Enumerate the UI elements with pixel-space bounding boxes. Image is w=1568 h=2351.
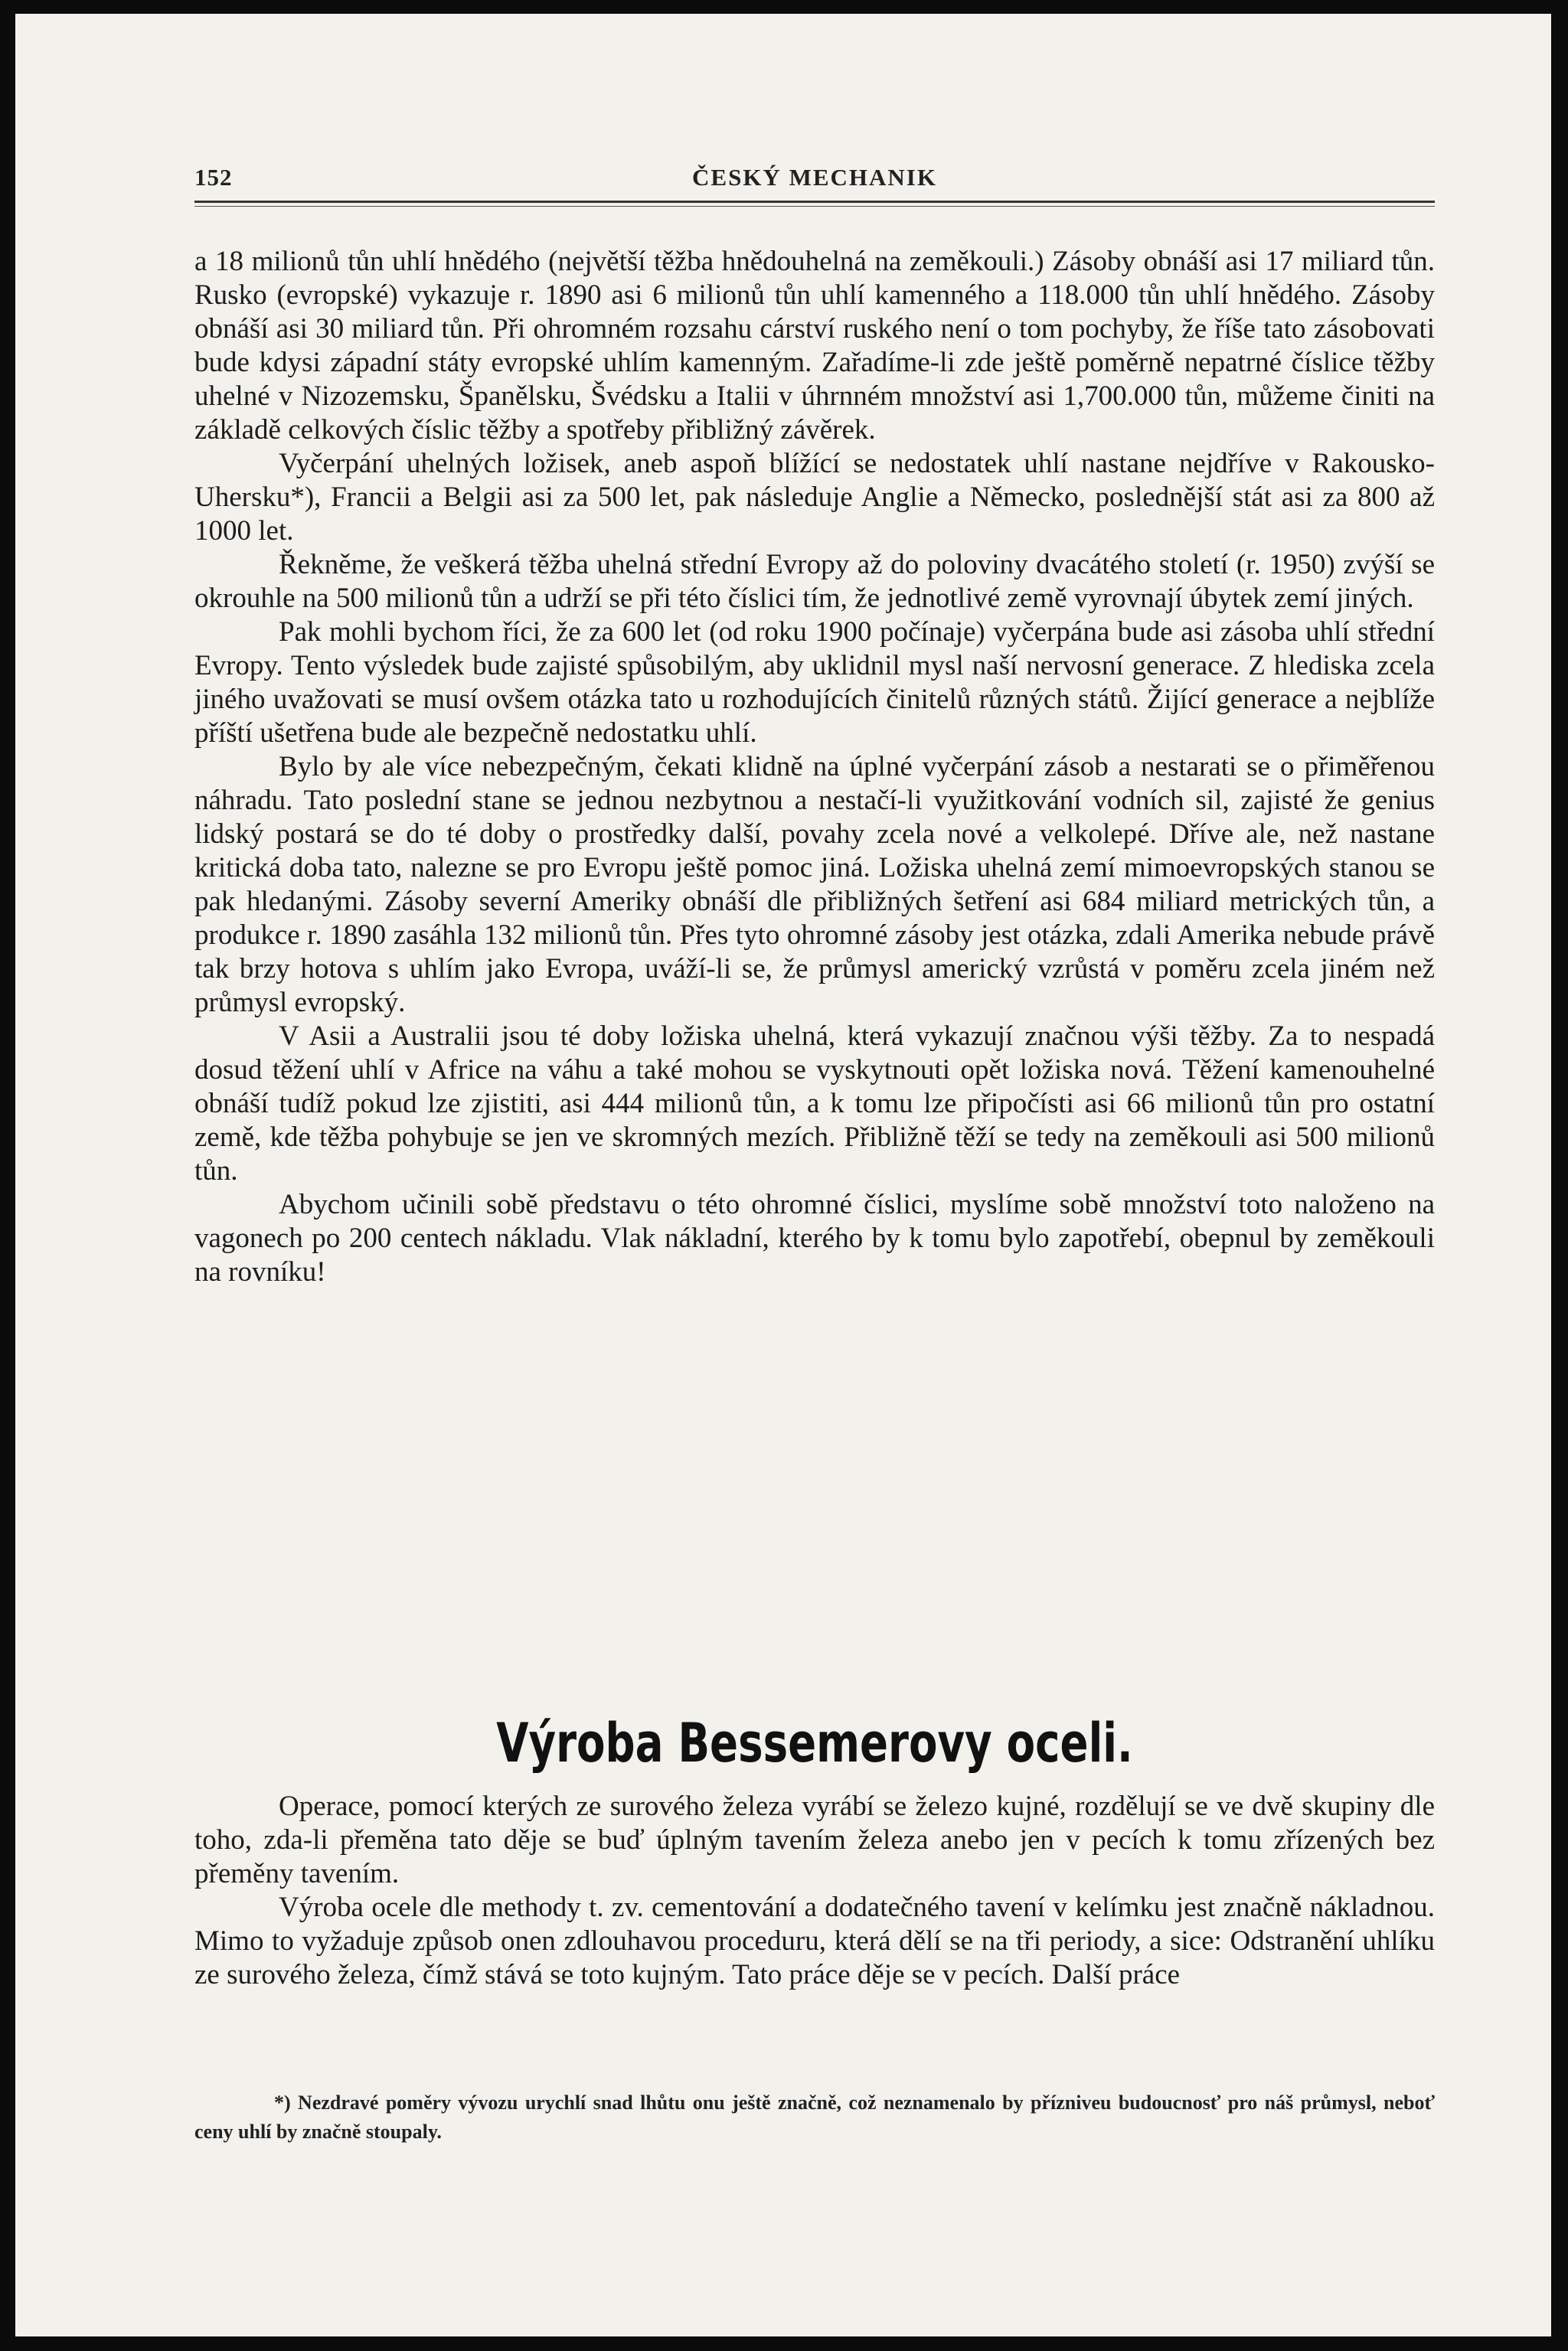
- paragraph: a 18 milionů tůn uhlí hnědého (největší těžba hnědouhelná na zeměkouli.) Zásoby obnáší asi 17 miliard tůn. Rusko (evropské) vykazuje r. 1890 asi 6 milionů tůn uhlí kamenného a 118.000 tůn uhlí hnědého. Zásoby obnáší asi 30 miliard tůn. Při ohromném rozsahu cárství ruského není o tom pochyby, že říše tato zásobovati bude kdysi západní státy evropské uhlím kamenným. Zařadíme-li zde ještě poměrně nepatrné číslice těžby uhelné v Nizozemsku, Španělsku, Švédsku a Italii v úhrnném množství asi 1,700.000 tůn, můžeme činiti na základě celkových číslic těžby a spotřeby přibližný závěrek.: [194, 246, 1435, 446]
- header-rule: [194, 201, 1435, 203]
- page-header: [194, 164, 1435, 194]
- paragraph: Řekněme, že veškerá těžba uhelná střední Evropy až do poloviny dvacátého století (r. 1950) zvýší se okrouhle na 500 milionů tůn a udrží se při této číslici tím, že jednotlivé země vyrovnají úbytek zemí jiných.: [194, 549, 1435, 614]
- paragraph: Abychom učinili sobě představu o této ohromné číslici, myslíme sobě množství toto naloženo na vagonech po 200 centech nákladu. Vlak nákladní, kterého by k tomu bylo zapotřebí, obepnul by zeměkouli na rovníku!: [194, 1189, 1435, 1288]
- paragraph: Vyčerpání uhelných ložisek, aneb aspoň blížící se nedostatek uhlí nastane nejdříve v Rakousko-Uhersku*), Francii a Belgii asi za 500 let, pak následuje Anglie a Německo, poslednější stát asi za 800 až 1000 let.: [194, 448, 1435, 547]
- header-rule-thin: [194, 206, 1435, 207]
- body-text: [194, 245, 1435, 1289]
- paragraph: Pak mohli bychom říci, že za 600 let (od roku 1900 počínaje) vyčerpána bude asi zásoba uhlí střední Evropy. Tento výsledek bude zajisté spůsobilým, aby uklidnil mysl naší nervosní generace. Z hlediska zcela jiného uvažovati se musí ovšem otázka tato u rozhodujících činitelů různých států. Žijící generace a nejblíže příští ušetřena bude ale bezpečně nedostatku uhlí.: [194, 616, 1435, 749]
- paragraph: Výroba ocele dle methody t. zv. cementování a dodatečného tavení v kelímku jest značně nákladnou. Mimo to vyžaduje způsob onen zdlouhavou proceduru, která dělí se na tři periody, a sice: Odstranění uhlíku ze surového železa, čímž stává se toto kujným. Tato práce děje se v pecích. Další práce: [194, 1892, 1435, 1990]
- footnote: *) Nezdravé poměry vývozu urychlí snad lhůtu onu ještě značně, což neznamenalo by přízniveu budoucnosť pro náš průmysl, neboť ceny uhlí by značně stoupaly.: [194, 2091, 1435, 2143]
- page: [15, 14, 1551, 2336]
- page-number: 152: [194, 164, 233, 191]
- paragraph: Bylo by ale více nebezpečným, čekati klidně na úplné vyčerpání zásob a nestarati se o přiměřenou náhradu. Tato poslední stane se jednou nezbytnou a nestačí-li využitkování vodních sil, zajisté že genius lidský postará se do té doby o prostředky další, povahy zcela nové a velkolepé. Dříve ale, než nastane kritická doba tato, nalezne se pro Evropu ještě pomoc jiná. Ložiska uhelná zemí mimoevropských stanou se pak hledanými. Zásoby severní Ameriky obnáší dle přibližných šetření asi 684 miliard metrických tůn, a produkce r. 1890 zasáhla 132 milionů tůn. Přes tyto ohromné zásoby jest otázka, zdali Amerika nebude právě tak brzy hotova s uhlím jako Evropa, uváží-li se, že průmysl americký vzrůstá v poměru zcela jiném než průmysl evropský.: [194, 751, 1435, 1018]
- paragraph: Operace, pomocí kterých ze surového železa vyrábí se železo kujné, rozdělují se ve dvě skupiny dle toho, zda-li přeměna tato děje se buď úplným tavením železa anebo jen v pecích k tomu zřízených bez přeměny tavením.: [194, 1791, 1435, 1889]
- running-title: ČESKÝ MECHANIK: [692, 164, 937, 191]
- paragraph: V Asii a Australii jsou té doby ložiska uhelná, která vykazují značnou výši těžby. Za to nespadá dosud těžení uhlí v Africe na váhu a také mohou se vyskytnouti opět ložiska nová. Těžení kamenouhelné obnáší tudíž pokud lze zjistiti, asi 444 milionů tůn, a k tomu lze připočísti asi 66 milionů tůn pro ostatní země, kde těžba pohybuje se jen ve skromných mezích. Přibližně těží se tedy na zeměkouli asi 500 milionů tůn.: [194, 1020, 1435, 1187]
- section-heading: Výroba Bessemerovy oceli.: [496, 1712, 1133, 1775]
- section-text: [194, 1790, 1435, 1992]
